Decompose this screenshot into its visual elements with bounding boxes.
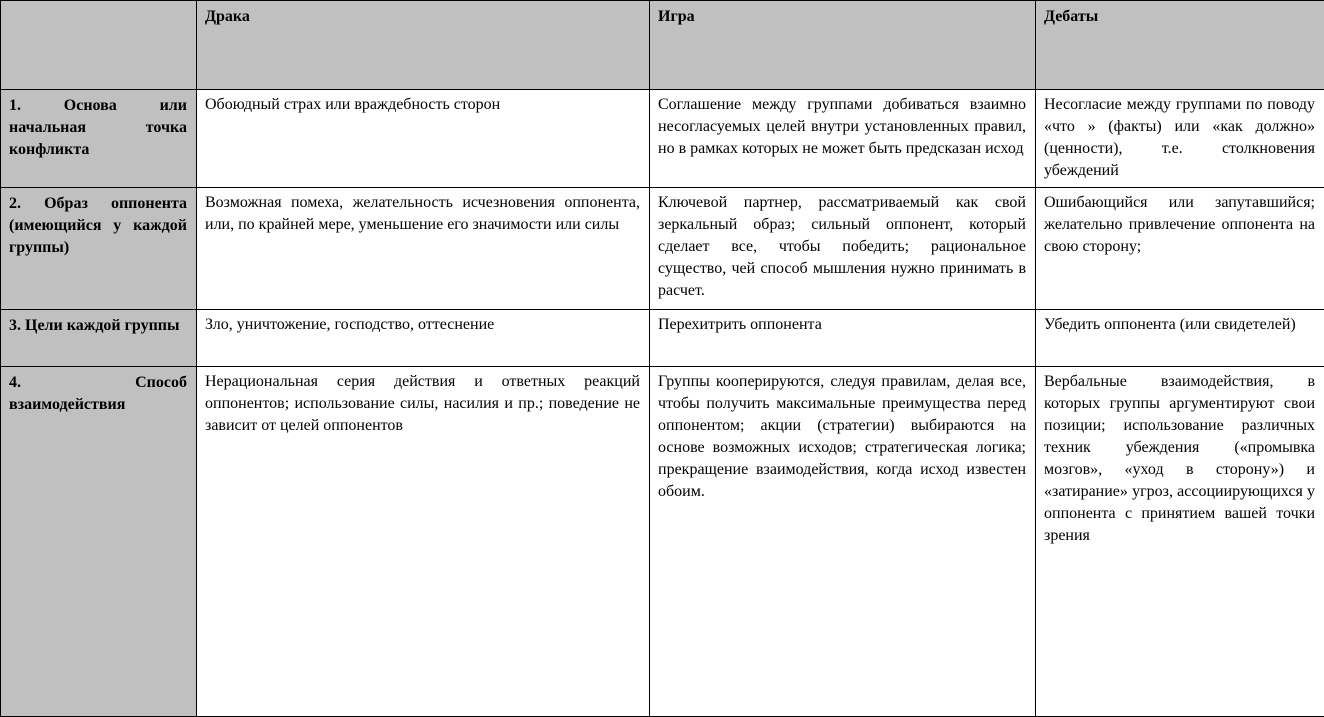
table-cell: Ошибающийся или запутавшийся; желательно привлечение оппонента на свою сторону;	[1036, 188, 1324, 310]
table-cell: Возможная помеха, желательность исчезновения оппонента, или, по крайней мере, уменьшение его значимости или силы	[197, 188, 650, 310]
table-cell: Несогласие между группами по поводу «что » (факты) или «как должно» (ценности), т.е. столкновения убеждений	[1036, 90, 1324, 188]
row-header-basis: 1. Основа или начальная точка конфликта	[1, 90, 197, 188]
table-cell: Вербальные взаимодействия, в которых группы аргументируют свои позиции; использование различных техник убеждения («промывка мозгов», «уход в сторону») и «затирание» угроз, ассоциирующихся у оппонента с принятием вашей точки зрения	[1036, 367, 1324, 717]
table-cell: Зло, уничтожение, господство, оттеснение	[197, 310, 650, 367]
row-header-goals: 3. Цели каждой группы	[1, 310, 197, 367]
column-header-debate: Дебаты	[1036, 1, 1324, 90]
corner-cell	[1, 1, 197, 90]
table-cell: Соглашение между группами добиваться взаимно несогласуемых целей внутри установленных правил, но в рамках которых не может быть предсказан исход	[650, 90, 1036, 188]
row-header-opponent-image: 2. Образ оппонента (имеющийся у каждой группы)	[1, 188, 197, 310]
column-header-game: Игра	[650, 1, 1036, 90]
table-cell: Группы кооперируются, следуя правилам, делая все, чтобы получить максимальные преимущества перед оппонентом; акции (стратегии) выбираются на основе возможных исходов; стратегическая логика; прекращение взаимодействия, когда исход известен обоим.	[650, 367, 1036, 717]
table-cell: Перехитрить оппонента	[650, 310, 1036, 367]
table-row	[1, 90, 1324, 188]
table-row	[1, 188, 1324, 310]
row-header-interaction: 4. Способ взаимодействия	[1, 367, 197, 717]
table-cell: Ключевой партнер, рассматриваемый как свой зеркальный образ; сильный оппонент, который сделает все, чтобы победить; рациональное существо, чей способ мышления нужно принимать в расчет.	[650, 188, 1036, 310]
table-cell: Нерациональная серия действия и ответных реакций оппонентов; использование силы, насилия и пр.; поведение не зависит от целей оппонентов	[197, 367, 650, 717]
table-cell: Обоюдный страх или враждебность сторон	[197, 90, 650, 188]
table-row	[1, 367, 1324, 717]
table-cell: Убедить оппонента (или свидетелей)	[1036, 310, 1324, 367]
column-header-fight: Драка	[197, 1, 650, 90]
table-row	[1, 310, 1324, 367]
table-header-row	[1, 1, 1324, 90]
